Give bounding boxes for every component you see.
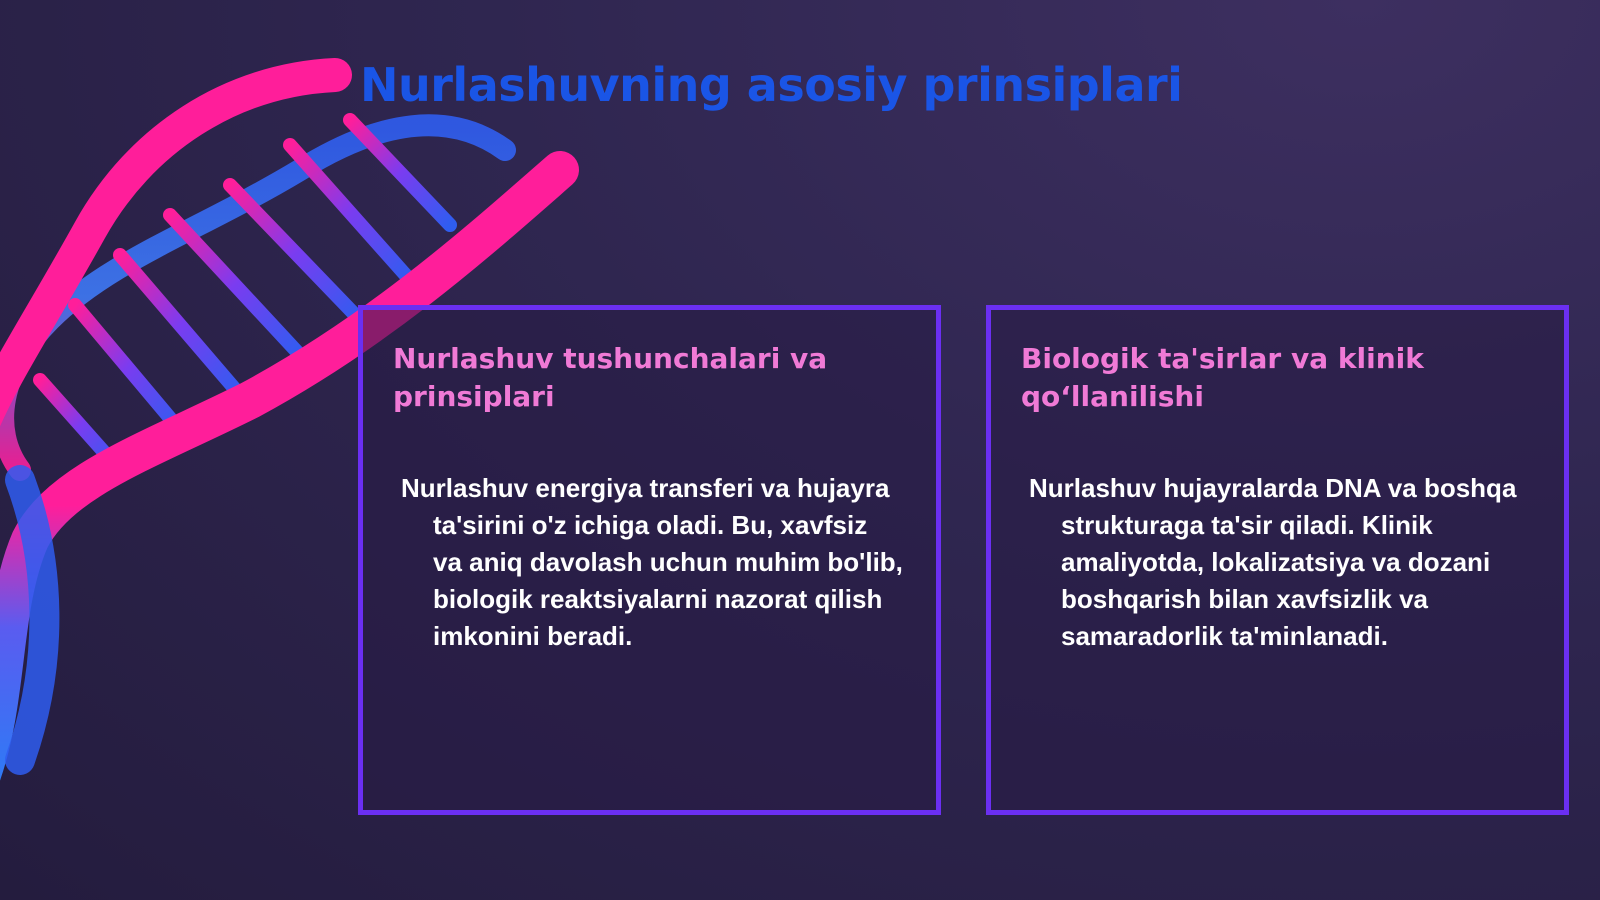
biological-effects-card: [986, 305, 1569, 815]
card-body-text: Nurlashuv energiya transferi va hujayra ta'sirini o'z ichiga oladi. Bu, xavfsiz va aniq davolash uchun muhim bo'lib, biologik reaktsiyalarni nazorat qilish imkonini beradi.: [401, 473, 903, 651]
card-heading: Nurlashuv tushunchalari va prinsiplari: [393, 342, 828, 413]
card-heading: Biologik ta'sirlar va klinik qo‘llanilishi: [1021, 342, 1424, 413]
slide-title: Nurlashuvning asosiy prinsiplari: [360, 58, 1183, 112]
card-body-text: Nurlashuv hujayralarda DNA va boshqa strukturaga ta'sir qiladi. Klinik amaliyotda, lokalizatsiya va dozani boshqarish bilan xavfsizlik va samaradorlik ta'minlanadi.: [1029, 473, 1517, 651]
principles-card: [358, 305, 941, 815]
